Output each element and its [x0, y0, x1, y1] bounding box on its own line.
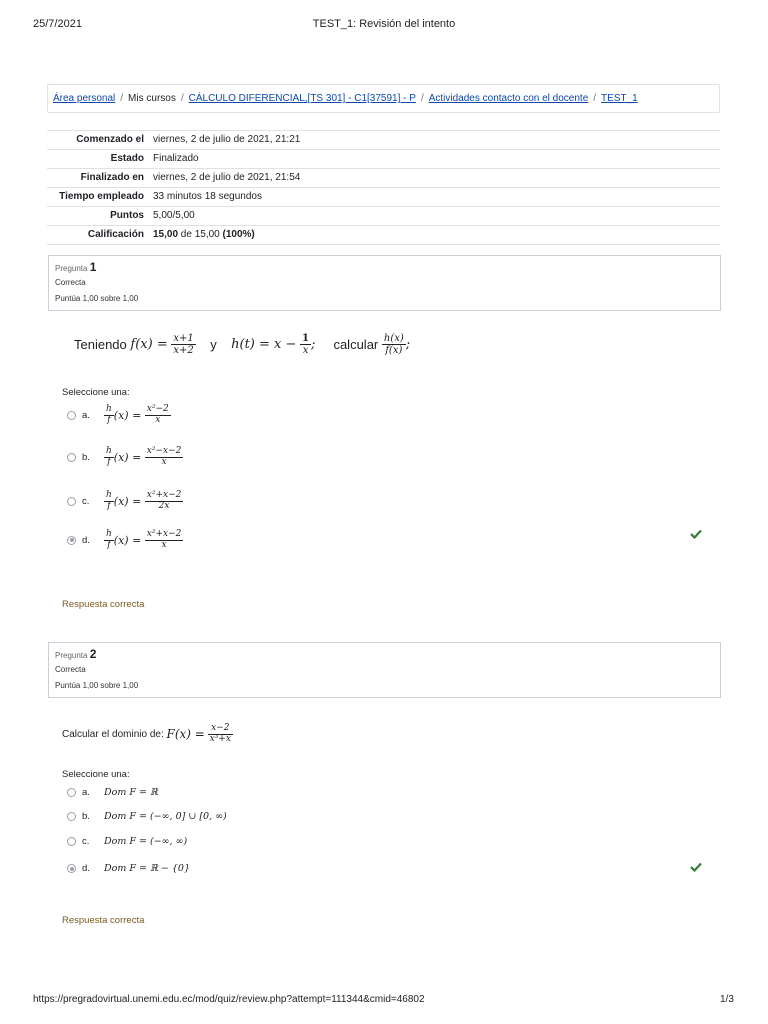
breadcrumb-test[interactable]: TEST_1: [601, 93, 638, 104]
question-label: Pregunta: [55, 264, 88, 273]
math-fraction: $\frac{h(x)}{f(x)}$: [383, 333, 404, 356]
option-expression: $\frac{h}{f}$ (x) = $\frac{\text{x²−x−2}}{x}$: [106, 446, 182, 467]
breadcrumb-separator: /: [180, 93, 184, 104]
question-2-statement: [62, 724, 233, 745]
answer-option-c[interactable]: [67, 836, 187, 847]
question-label: Pregunta: [55, 651, 88, 660]
radio-button[interactable]: [67, 497, 76, 506]
statement-text: Teniendo: [74, 337, 127, 352]
breadcrumb-separator: /: [420, 93, 424, 104]
summary-value: viernes, 2 de julio de 2021, 21:21: [149, 131, 720, 150]
option-letter: d.: [82, 534, 90, 546]
feedback-correct: Respuesta correcta: [62, 915, 145, 926]
option-letter: c.: [82, 836, 90, 847]
answer-option-a[interactable]: [67, 787, 158, 798]
breadcrumb: [47, 84, 720, 113]
statement-text: calcular: [333, 337, 379, 352]
question-state: Correcta: [55, 278, 86, 287]
radio-button-selected[interactable]: [67, 864, 76, 873]
table-row: [47, 226, 720, 245]
question-info-1: [48, 255, 721, 311]
question-number: 1: [89, 260, 97, 274]
summary-value: Finalizado: [149, 150, 720, 169]
option-expression: Dom F = ℝ − {0}: [104, 863, 190, 874]
question-state: Correcta: [55, 665, 86, 674]
math-h: h(t) = x −: [231, 337, 297, 352]
grade-percent: (100%): [222, 229, 255, 240]
attempt-summary-table: [47, 130, 720, 245]
question-info-2: [48, 642, 721, 698]
math-f: f(x) =: [130, 337, 168, 352]
correct-check-icon: [690, 862, 702, 872]
option-letter: b.: [82, 811, 90, 822]
option-expression: $\frac{h}{f}$ (x) = $\frac{\text{x²+x−2}}{2x}$: [106, 490, 182, 511]
breadcrumb-separator: /: [593, 93, 597, 104]
question-number: 2: [89, 647, 97, 661]
grade-total: de 15,00: [178, 229, 223, 240]
option-letter: d.: [82, 863, 90, 874]
table-row: [47, 188, 720, 207]
breadcrumb-area-personal[interactable]: Área personal: [53, 93, 116, 104]
summary-label: Estado: [47, 150, 149, 169]
summary-label: Finalizado en: [47, 169, 149, 188]
select-one-label: Seleccione una:: [62, 387, 130, 398]
print-page-number: 1/3: [720, 994, 734, 1005]
option-letter: c.: [82, 495, 90, 507]
answer-option-d[interactable]: [67, 530, 183, 551]
math-fraction: $\frac{x-2}{\text{x³+x}}$: [209, 723, 231, 744]
summary-value: [149, 226, 720, 245]
option-expression: $\frac{h}{f}$ (x) = $\frac{\text{x²+x−2}}{x}$: [106, 529, 182, 550]
question-1-statement: [74, 333, 410, 356]
summary-label: Comenzado el: [47, 131, 149, 150]
answer-option-b[interactable]: [67, 447, 183, 468]
summary-value: viernes, 2 de julio de 2021, 21:54: [149, 169, 720, 188]
print-date: 25/7/2021: [33, 18, 82, 30]
table-row: [47, 169, 720, 188]
print-title: TEST_1: Revisión del intento: [312, 18, 456, 30]
option-expression: Dom F = (−∞, 0] ∪ [0, ∞): [104, 811, 227, 822]
print-url: https://pregradovirtual.unemi.edu.ec/mod/quiz/review.php?attempt=111344&cmid=46802: [33, 994, 425, 1005]
math-punct: ;: [311, 337, 316, 352]
correct-check-icon: [690, 529, 702, 539]
statement-text: y: [210, 337, 217, 352]
radio-button[interactable]: [67, 453, 76, 462]
question-grade: Puntúa 1,00 sobre 1,00: [55, 294, 139, 303]
math-fraction: $\frac{1}{x}$: [302, 333, 309, 356]
table-row: [47, 150, 720, 169]
statement-text: Calcular el dominio de:: [62, 728, 164, 740]
radio-button[interactable]: [67, 812, 76, 821]
select-one-label: Seleccione una:: [62, 769, 130, 780]
table-row: [47, 207, 720, 226]
radio-button[interactable]: [67, 837, 76, 846]
breadcrumb-curso[interactable]: CÁLCULO DIFERENCIAL,[TS 301] - C1[37591] - P: [188, 93, 416, 104]
summary-value: 5,00/5,00: [149, 207, 720, 226]
answer-option-b[interactable]: [67, 811, 227, 822]
breadcrumb-actividades[interactable]: Actividades contacto con el docente: [428, 93, 589, 104]
breadcrumb-separator: /: [120, 93, 124, 104]
answer-option-d[interactable]: [67, 863, 190, 874]
summary-label: Tiempo empleado: [47, 188, 149, 207]
option-expression: Dom F = (−∞, ∞): [104, 836, 188, 847]
summary-value: 33 minutos 18 segundos: [149, 188, 720, 207]
radio-button-selected[interactable]: [67, 536, 76, 545]
summary-label: Puntos: [47, 207, 149, 226]
math-punct: ;: [405, 337, 411, 352]
radio-button[interactable]: [67, 788, 76, 797]
option-expression: $\frac{h}{f}$ (x) = $\frac{\text{x²−2}}{x}$: [106, 404, 169, 425]
breadcrumb-mis-cursos: Mis cursos: [128, 93, 176, 104]
feedback-correct: Respuesta correcta: [62, 599, 145, 610]
grade-score: 15,00: [153, 229, 179, 240]
table-row: [47, 131, 720, 150]
answer-option-a[interactable]: [67, 405, 171, 426]
question-grade: Puntúa 1,00 sobre 1,00: [55, 681, 139, 690]
summary-label: Calificación: [47, 226, 149, 245]
option-letter: a.: [82, 409, 90, 421]
radio-button[interactable]: [67, 411, 76, 420]
option-letter: a.: [82, 787, 90, 798]
option-expression: Dom F = ℝ: [104, 787, 158, 798]
math-fraction: $\frac{x+1}{x+2}$: [173, 333, 194, 356]
math-F: F(x) =: [166, 727, 205, 742]
answer-option-c[interactable]: [67, 491, 183, 512]
option-letter: b.: [82, 451, 90, 463]
